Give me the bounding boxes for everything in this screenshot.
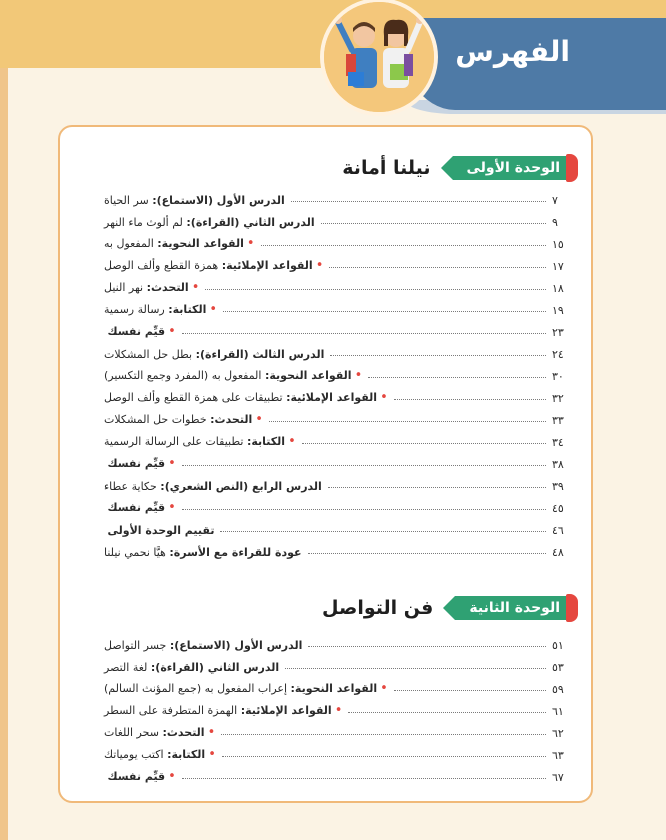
bullet-icon: •: [255, 412, 263, 427]
children-illustration: [324, 2, 434, 112]
toc-row[interactable]: • التحدث: خطوات حل المشكلات ٣٣: [104, 405, 570, 427]
unit-header-1: [342, 155, 570, 181]
page-number: ٤٥: [552, 502, 564, 515]
unit-name-2: فن التواصل: [322, 597, 434, 619]
toc-row[interactable]: عودة للقراءة مع الأسرة: هيَّا نحمي نيلنا ٤٨: [104, 537, 570, 559]
page-number: ٦١: [552, 705, 564, 718]
bullet-icon: •: [168, 769, 176, 784]
bullet-icon: •: [168, 456, 176, 471]
toc-row[interactable]: • الكتابة: اكتب يومياتك ٦٣: [104, 740, 570, 762]
page-number: ٥١: [552, 639, 564, 652]
dot-leader: [302, 443, 546, 444]
page-number: ٢٣: [552, 326, 564, 339]
dot-leader: [182, 333, 546, 334]
page-number: ٣٨: [552, 458, 564, 471]
dot-leader: [182, 509, 546, 510]
dot-leader: [308, 553, 546, 554]
page-number: ٣٤: [552, 436, 564, 449]
page-number: ٣٠: [552, 370, 564, 383]
toc-row[interactable]: الدرس الأول (الاستماع): سر الحياة ٧: [104, 185, 570, 207]
page-number: ٥٣: [552, 661, 564, 674]
unit-header-2: [322, 595, 570, 621]
dot-leader: [261, 245, 546, 246]
bullet-icon: •: [354, 368, 363, 383]
toc-row[interactable]: • التحدث: نهر النيل ١٨: [104, 273, 570, 295]
dot-leader: [221, 734, 546, 735]
bullet-icon: •: [191, 280, 200, 295]
bullet-icon: •: [315, 258, 324, 273]
dot-leader: [348, 712, 546, 713]
page-number: ١٩: [552, 304, 564, 317]
toc-row[interactable]: • القواعد النحوية: إعراب المفعول به (جمع المؤنث السالم) ٥٩: [104, 674, 570, 696]
toc-row[interactable]: الدرس الثاني (القراءة): لم ألوث ماء النهر ٩: [104, 207, 570, 229]
children-photo: [320, 0, 438, 116]
page-number: ١٥: [552, 238, 564, 251]
toc-row[interactable]: • قيِّم نفسك ٤٥: [104, 493, 570, 515]
bullet-icon: •: [380, 681, 388, 696]
toc-row[interactable]: • قيِّم نفسك ٢٣: [104, 317, 570, 339]
dot-leader: [368, 377, 546, 378]
toc-row[interactable]: • القواعد النحوية: المفعول به (المفرد وجمع التكسير) ٣٠: [104, 361, 570, 383]
toc-row[interactable]: الدرس الثاني (القراءة): لغة التصر ٥٣: [104, 652, 570, 674]
bullet-icon: •: [208, 747, 216, 762]
page-number: ٤٦: [552, 524, 564, 537]
page-number: ٤٨: [552, 546, 564, 559]
dot-leader: [330, 355, 546, 356]
toc-row[interactable]: • الكتابة: تطبيقات على الرسالة الرسمية ٣٤: [104, 427, 570, 449]
toc-row[interactable]: • قيِّم نفسك ٦٧: [104, 762, 570, 784]
toc-row[interactable]: • الكتابة: رسالة رسمية ١٩: [104, 295, 570, 317]
dot-leader: [291, 201, 546, 202]
page-number: ٣٢: [552, 392, 564, 405]
toc-row[interactable]: تقييم الوحدة الأولى ٤٦: [104, 515, 570, 537]
toc-row[interactable]: الدرس الأول (الاستماع): جسر التواصل ٥١: [104, 630, 570, 652]
dot-leader: [308, 646, 546, 647]
dot-leader: [269, 421, 546, 422]
dot-leader: [285, 668, 546, 669]
toc-row[interactable]: • قيِّم نفسك ٣٨: [104, 449, 570, 471]
toc-row[interactable]: • القواعد الإملائية: همزة القطع وألف الوصل ١٧: [104, 251, 570, 273]
toc-row[interactable]: الدرس الثالث (القراءة): بطل حل المشكلات ٢٤: [104, 339, 570, 361]
bullet-icon: •: [246, 236, 255, 251]
unit-tab-2: الوحدة الثانية: [455, 596, 570, 620]
toc-row[interactable]: • القواعد الإملائية: الهمزة المتطرفة على السطر ٦١: [104, 696, 570, 718]
toc-row[interactable]: • القواعد الإملائية: تطبيقات على همزة القطع وألف الوصل ٣٢: [104, 383, 570, 405]
page-number: ١٧: [552, 260, 564, 273]
dot-leader: [394, 399, 546, 400]
dot-leader: [182, 465, 546, 466]
dot-leader: [205, 289, 546, 290]
page-number: ١٨: [552, 282, 564, 295]
page-number: ٦٧: [552, 771, 564, 784]
dot-leader: [329, 267, 546, 268]
dot-leader: [182, 778, 546, 779]
left-decor-strip: [0, 68, 8, 840]
dot-leader: [222, 756, 546, 757]
dot-leader: [328, 487, 546, 488]
dot-leader: [223, 311, 546, 312]
dot-leader: [321, 223, 546, 224]
bullet-icon: •: [334, 703, 343, 718]
toc-row[interactable]: • التحدث: سحر اللغات ٦٢: [104, 718, 570, 740]
toc-row[interactable]: • القواعد النحوية: المفعول به ١٥: [104, 229, 570, 251]
page-number: ٥٩: [552, 683, 564, 696]
bullet-icon: •: [380, 390, 388, 405]
page-number: ٢٤: [552, 348, 564, 361]
bullet-icon: •: [168, 500, 176, 515]
bullet-icon: •: [207, 725, 216, 740]
dot-leader: [220, 531, 546, 532]
page-number: ٩: [552, 216, 558, 229]
page-number: ٣٣: [552, 414, 564, 427]
bullet-icon: •: [288, 434, 296, 449]
page-title: الفهرس: [455, 35, 570, 68]
page-number: ٧: [552, 194, 558, 207]
page-number: ٦٣: [552, 749, 564, 762]
bullet-icon: •: [168, 324, 176, 339]
page-number: ٦٢: [552, 727, 564, 740]
unit-name-1: نيلنا أمانة: [342, 157, 431, 179]
bullet-icon: •: [209, 302, 218, 317]
page-number: ٣٩: [552, 480, 564, 493]
toc-row[interactable]: الدرس الرابع (النص الشعري): حكاية عطاء ٣٩: [104, 471, 570, 493]
dot-leader: [394, 690, 546, 691]
unit-tab-1: الوحدة الأولى: [453, 156, 571, 180]
